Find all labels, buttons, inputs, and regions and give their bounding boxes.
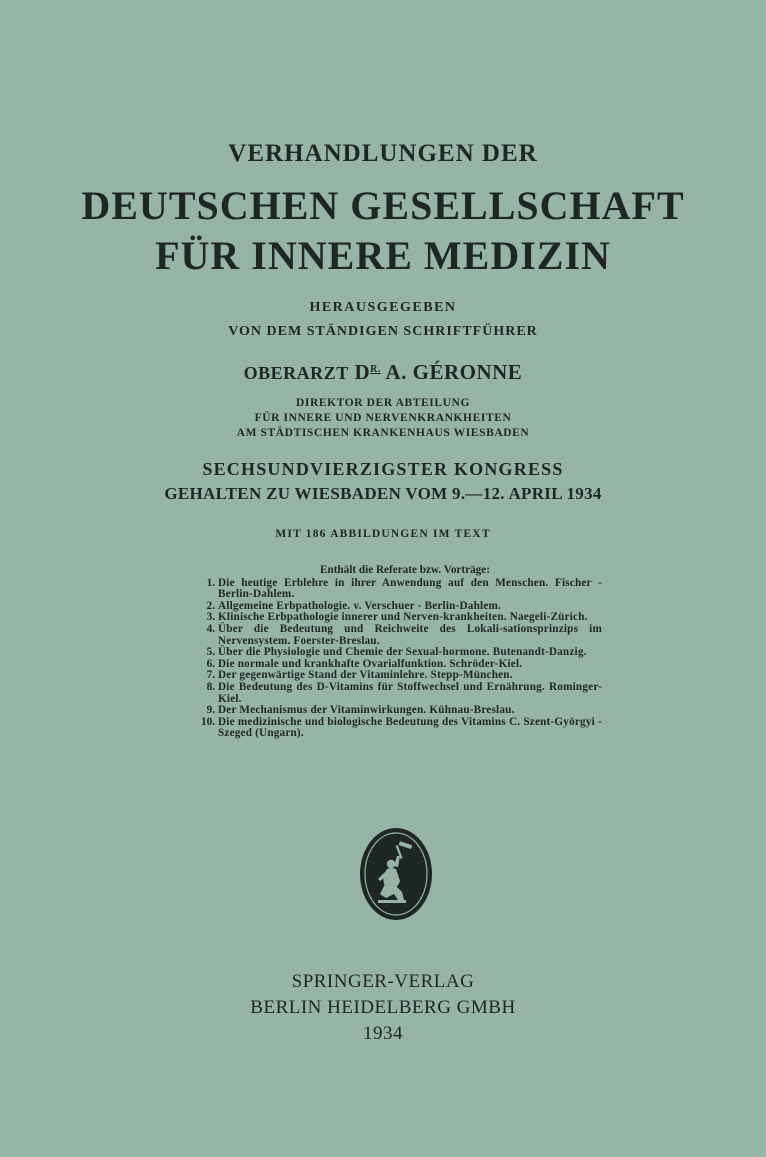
item-text: Über die Physiologie und Chemie der Sexual-hormone. Butenandt-Danzig. (218, 646, 587, 659)
item-number: 2. (206, 599, 215, 612)
editor-name-line (0, 360, 766, 385)
item-number: 8. (206, 680, 215, 693)
editor-role-1: DIREKTOR DER ABTEILUNG (295, 397, 471, 409)
editor-prefix: OBERARZT (243, 363, 349, 383)
item-text: Die Bedeutung des D-Vitamins für Stoffwechsel und Ernährung. Rominger-Kiel. (218, 680, 602, 705)
list-item (198, 647, 602, 659)
list-item (198, 705, 602, 717)
editor-role-3: AM STÄDTISCHEN KRANKENHAUS WIESBADEN (236, 427, 530, 439)
editor-degree (354, 360, 380, 384)
publisher-name: SPRINGER-VERLAG (291, 971, 475, 992)
item-text: Die normale und krankhafte Ovarialfunktion. Schröder-Kiel. (218, 657, 523, 670)
society-subtitle: FÜR INNERE MEDIZIN (155, 233, 611, 278)
item-number: 10. (201, 715, 215, 728)
list-item (198, 717, 602, 740)
list-item (198, 624, 602, 647)
item-number: 5. (206, 646, 215, 659)
publisher-place: BERLIN HEIDELBERG GMBH (250, 997, 516, 1018)
editor-role-2: FÜR INNERE UND NERVENKRANKHEITEN (254, 412, 512, 424)
item-number: 1. (206, 576, 215, 589)
degree-abbr: D (354, 360, 371, 384)
item-number: 4. (206, 622, 215, 635)
contents-list (198, 565, 602, 740)
item-number: 6. (206, 657, 215, 670)
item-text: Der Mechanismus der Vitaminwirkungen. Kühnau-Breslau. (218, 704, 515, 717)
editor-name: A. GÉRONNE (385, 360, 523, 384)
item-text: Allgemeine Erbpathologie. v. Verschuer - Berlin-Dahlem. (218, 599, 502, 612)
item-number: 7. (206, 669, 215, 682)
editor-position: VON DEM STÄNDIGEN SCHRIFTFÜHRER (228, 324, 538, 339)
item-text: Die heutige Erblehre in ihrer Anwendung auf den Menschen. Fischer - Berlin-Dahlem. (218, 576, 602, 601)
publication-year: 1934 (363, 1023, 403, 1044)
society-title: DEUTSCHEN GESELLSCHAFT (81, 183, 685, 228)
series-title: VERHANDLUNGEN DER (228, 140, 538, 167)
list-item (198, 578, 602, 601)
item-text: Über die Bedeutung und Reichweite des Lokali-sationsprinzips im Nervensystem. Foerster-Breslau. (218, 622, 602, 647)
congress-dates: GEHALTEN ZU WIESBADEN VOM 9.—12. APRIL 1934 (164, 484, 602, 503)
congress-name: SECHSUNDVIERZIGSTER KONGRESS (202, 459, 564, 479)
item-text: Die medizinische und biologische Bedeutung des Vitamins C. Szent-Györgyi - Szeged (Ungarn). (218, 715, 602, 740)
illustration-count: MIT 186 ABBILDUNGEN IM TEXT (275, 528, 491, 540)
item-text: Klinische Erbpathologie innerer und Nerven-krankheiten. Naegeli-Zürich. (218, 611, 588, 624)
springer-emblem-icon (358, 826, 434, 922)
item-number: 3. (206, 611, 215, 624)
contents-intro: Enthält die Referate bzw. Vorträge: (320, 564, 490, 576)
degree-sup: R. (370, 364, 381, 375)
edited-by-heading: HERAUSGEGEBEN (309, 300, 457, 315)
list-item (198, 682, 602, 705)
item-number: 9. (206, 704, 215, 717)
item-text: Der gegenwärtige Stand der Vitaminlehre. Stepp-München. (218, 669, 513, 682)
